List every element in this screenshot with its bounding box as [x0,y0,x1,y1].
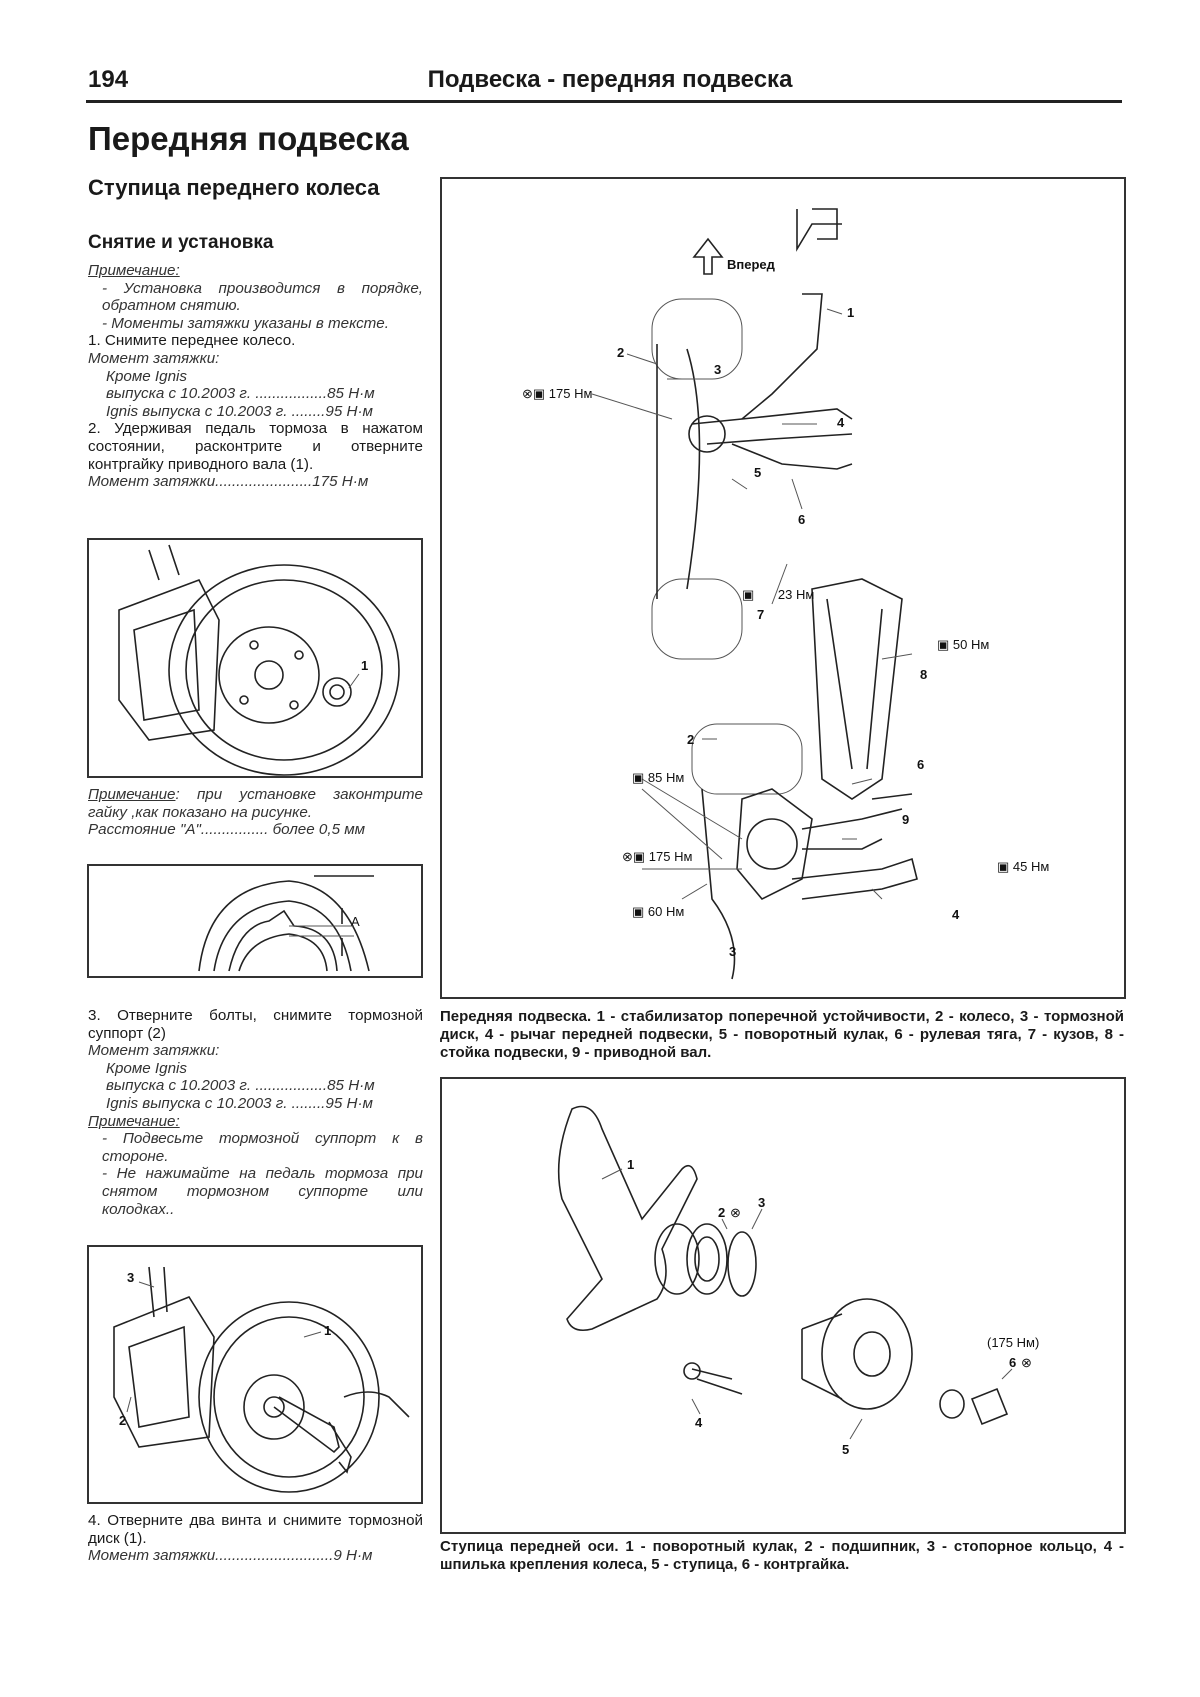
text-block-3 [88,1007,423,1218]
step-2: 2. Удерживая педаль тормоза в нажатом состоянии, расконтрите и отверните контргайку приводного вала (1). [88,420,423,473]
hub-nut-drawing [89,540,421,776]
section-subtitle: Снятие и установка [88,232,274,253]
torque-label: Момент затяжки: [88,349,220,367]
distance-spec: Расстояние "А"................ более 0,5 мм [88,821,366,839]
section-title: Ступица переднего колеса [88,175,380,200]
callout-7: 7 [757,607,765,622]
text-block-1 [88,262,423,491]
callout-4: 4 [695,1415,703,1430]
text-block-2 [88,786,423,839]
suspension-drawing [442,179,1124,997]
note-line: - Подвесьте тормозной суппорт к в стороне. [102,1130,423,1165]
replace-part-icon: ⊗ [1021,1355,1032,1370]
dimension-a-label: A [351,914,360,929]
running-title: Подвеска - передняя подвеска [427,66,793,93]
replace-part-icon: ⊗ [730,1205,741,1220]
torque-row: выпуска с 10.2003 г. .................85 Н·м [106,385,375,403]
torque-label: Момент затяжки: [88,1042,220,1060]
callout-2b: 2 [687,732,695,747]
note-label: Примечание: [88,262,180,279]
callout-4: 4 [837,415,845,430]
note-line: - Установка производится в порядке, обратном снятию. [102,279,423,315]
forward-arrow-icon [694,239,722,274]
torque-50: ▣ 50 Нм [937,637,990,652]
forward-label: Вперед [727,257,775,272]
step-4: 4. Отверните два винта и снимите тормозной диск (1). [88,1512,423,1547]
page-title: Передняя подвеска [88,120,409,157]
callout-9: 9 [902,812,910,827]
step-3: 3. Отверните болты, снимите тормозной суппорт (2) [88,1007,423,1042]
torque-row: выпуска с 10.2003 г. .................85 Н·м [106,1077,375,1095]
torque-row: Ignis выпуска с 10.2003 г. ........95 Н·м [106,1094,373,1112]
callout-1: 1 [627,1157,635,1172]
torque-row: Ignis выпуска с 10.2003 г. ........95 Н·м [106,402,373,420]
callout-6b: 6 [917,757,925,772]
step-1: 1. Снимите переднее колесо. [88,332,296,350]
torque-except: Кроме Ignis [106,367,188,385]
torque-175-top: ⊗▣ 175 Нм [522,386,593,401]
figure-hub-nut [87,538,423,778]
callout-3: 3 [714,362,722,377]
figure-front-suspension [440,177,1126,999]
header-rule [86,100,1122,103]
hub-exploded-drawing [442,1079,1124,1532]
text-block-4 [88,1512,423,1565]
hub-caption: Ступица передней оси. 1 - поворотный кулак, 2 - подшипник, 3 - стопорное кольцо, 4 - шпилька крепления колеса, 5 - ступица, 6 - контргайка. [440,1538,1124,1573]
figure-hub-exploded [440,1077,1126,1534]
callout-1: 1 [361,658,369,673]
torque-value: Момент затяжки.......................175 Н·м [88,473,369,491]
callout-2: 2 [119,1413,127,1428]
callout-2: 2 [718,1205,726,1220]
torque-60: ▣ 60 Нм [632,904,685,919]
callout-1: 1 [847,305,855,320]
torque-value: Момент затяжки............................9 Н·м [88,1547,373,1565]
torque-except: Кроме Ignis [106,1059,188,1077]
callout-2: 2 [617,345,625,360]
note-line: - Не нажимайте на педаль тормоза при снятом тормозном суппорте или колодках.. [102,1165,423,1218]
callout-5: 5 [842,1442,850,1457]
figure-caliper-removal [87,1245,423,1504]
callout-8: 8 [920,667,928,682]
torque-85: ▣ 85 Нм [632,770,685,785]
callout-5: 5 [754,465,762,480]
callout-1: 1 [324,1323,332,1338]
note-line: - Моменты затяжки указаны в тексте. [102,314,389,332]
suspension-caption: Передняя подвеска. 1 - стабилизатор поперечной устойчивости, 2 - колесо, 3 - тормозной диск, 4 - рычаг передней подвески, 5 - поворотный кулак, 6 - рулевая тяга, 7 - кузов, 8 - стойка подвески, 9 - приводной вал. [440,1008,1124,1061]
note-text: : при установке законтрите гайку ,как показано на рисунке. [88,786,423,821]
torque-175-bottom: ⊗▣ 175 Нм [622,849,693,864]
callout-3: 3 [127,1270,135,1285]
callout-4b: 4 [952,907,960,922]
staked-nut-drawing [89,866,421,976]
page-number: 194 [88,66,129,93]
callout-3b: 3 [729,944,737,959]
callout-6: 6 [1009,1355,1017,1370]
torque-23: ▣ 23 Нм [742,587,815,602]
figure-staked-nut [87,864,423,978]
callout-3: 3 [758,1195,766,1210]
caliper-drawing [89,1247,421,1502]
torque-175: (175 Нм) [987,1335,1040,1350]
callout-6: 6 [798,512,806,527]
torque-45: ▣ 45 Нм [997,859,1050,874]
note-label: Примечание [88,786,176,803]
note-label: Примечание: [88,1112,180,1130]
